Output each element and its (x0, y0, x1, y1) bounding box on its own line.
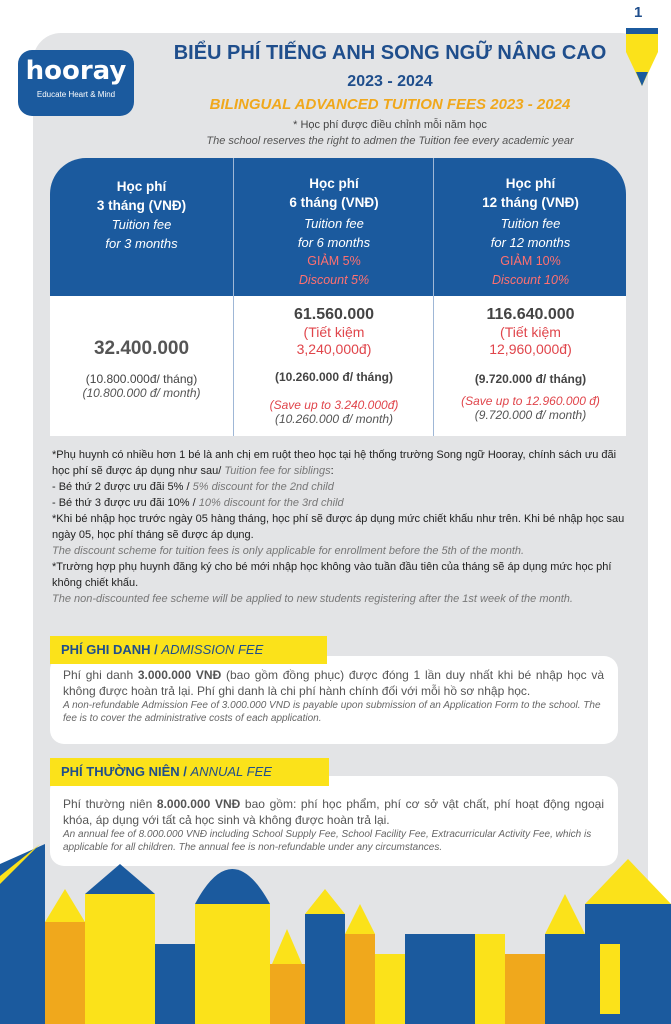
fee-monthly-en: (9.720.000 đ/ month) (474, 408, 587, 422)
fee-saving-en: (Save up to 12.960.000 đ) (461, 394, 600, 408)
third-child-vi: - Bé thứ 3 được ưu đãi 10% / (52, 497, 196, 509)
fee-column-6-months (233, 158, 434, 436)
fee-table (50, 158, 626, 436)
late-enroll-en: The non-discounted fee scheme will be applied to new students registering after the 1st week of the month. (52, 593, 573, 605)
fee-monthly: (10.260.000 đ/ tháng) (274, 370, 394, 384)
fee-monthly-en: (10.260.000 đ/ month) (274, 412, 394, 426)
late-enroll-vi: *Trường hợp phụ huynh đăng ký cho bé mới nhập học không vào tuần đầu tiên của tháng sẽ áp dụng mức học phí không chiết khấu. (52, 561, 612, 589)
fee-title-en: Tuition fee (500, 216, 561, 231)
fee-saving-amount: 12,960,000đ) (489, 341, 572, 357)
fee-title: Học phí (309, 176, 359, 191)
fee-price: 32.400.000 (93, 338, 190, 359)
fee-duration-en: for 3 months (105, 236, 178, 251)
school-year: 2023 - 2024 (347, 73, 433, 90)
admission-fee-amount: 3.000.000 VNĐ (137, 668, 222, 682)
annual-fee-text: Phí thường niên 8.000.000 VNĐ bao gồm: phí học phẩm, phí cơ sở vật chất, phí hoạt động ngoại khóa, áp dụng với tất cả học sinh và không được hoàn trả lại. (63, 797, 604, 827)
admission-fee-heading: PHÍ GHI DANH / ADMISSION FEE (50, 636, 327, 664)
page-number: 1 (634, 4, 643, 21)
fee-column-12-months (433, 158, 627, 436)
annual-fee-amount: 8.000.000 VNĐ (156, 797, 241, 811)
fee-monthly: (9.720.000 đ/ tháng) (474, 372, 587, 386)
fee-price: 116.640.000 (486, 306, 575, 323)
admission-fee-card (50, 656, 618, 744)
fee-title: Học phí (116, 179, 167, 194)
hooray-logo (18, 50, 134, 116)
logo-brand: hooray (25, 56, 127, 86)
fee-price: 61.560.000 (293, 306, 375, 323)
fee-monthly: (10.800.000đ/ tháng) (85, 372, 198, 386)
fee-duration: 12 tháng (VNĐ) (482, 195, 579, 210)
page-title-en: BILINGUAL ADVANCED TUITION FEES 2023 - 2024 (209, 96, 571, 113)
fee-title: Học phí (505, 176, 556, 191)
fee-duration-en: for 12 months (490, 235, 571, 250)
fee-discount: GIẢM 10% (500, 254, 561, 268)
early-enroll-en: The discount scheme for tuition fees is only applicable for enrollment before the 5th of the month. (52, 545, 525, 557)
fee-saving: (Tiết kiệm (303, 324, 365, 340)
sibling-policy-vi: *Phụ huynh có nhiều hơn 1 bé là anh chị em ruột theo học tại hệ thống trường Song ngữ Hooray, chính sách ưu đãi học phí sẽ được áp dụng như sau/ (52, 449, 617, 477)
admission-fee-text: Phí ghi danh 3.000.000 VNĐ (bao gồm đồng phục) được đóng 1 lần duy nhất khi bé nhập học và không được hoàn trả lại. Phí ghi danh là chi phí hành chính đối với mỗi hồ sơ nhập học. (63, 668, 604, 698)
fee-column-3-months (50, 158, 233, 436)
adjust-note-vi: * Học phí được điều chỉnh mỗi năm học (293, 119, 487, 131)
third-child-en: 10% discount for the 3rd child (198, 497, 344, 509)
logo-tagline: Educate Heart & Mind (36, 90, 116, 99)
fee-monthly-en: (10.800.000 đ/ month) (82, 386, 201, 400)
page-title: BIỂU PHÍ TIẾNG ANH SONG NGỮ NÂNG CAO (173, 42, 607, 64)
second-child-en: 5% discount for the 2nd child (192, 481, 334, 493)
fee-duration: 6 tháng (VNĐ) (289, 195, 379, 210)
fee-saving-en: (Save up to 3.240.000đ) (269, 398, 399, 412)
fee-duration-en: for 6 months (297, 235, 371, 250)
sibling-policy-en: Tuition fee for siblings (224, 465, 331, 477)
fee-saving: (Tiết kiệm (500, 324, 561, 340)
fee-discount-en: Discount 10% (491, 273, 570, 287)
fee-title-en: Tuition fee (304, 216, 364, 231)
fee-policy: *Phụ huynh có nhiều hơn 1 bé là anh chị em ruột theo học tại hệ thống trường Song ngữ Hooray, chính sách ưu đãi học phí sẽ được áp dụng như sau/ Tuition fee for siblings: - Bé thứ 2 được ưu đãi 5% / 5% discount for the 2nd child - Bé thứ 3 được ưu đãi 10% / 10% discount for the 3rd child *Khi bé nhập học trước ngày 05 hàng tháng, học phí sẽ được áp dụng mức chiết khấu như trên. Khi bé nhập học sau ngày 05, học phí tháng sẽ được áp dụng. The discount scheme for tuition fees is only applicable for enrollment before the 5th of the month. *Trường hợp phụ huynh đăng ký cho bé mới nhập học không vào tuần đầu tiên của tháng sẽ áp dụng mức học phí không chiết khấu. The non-discounted fee scheme will be applied to new students registering after the 1st week of the month. (52, 447, 632, 607)
fee-title-en: Tuition fee (111, 217, 172, 232)
castle-illustration (0, 844, 671, 1024)
fee-duration: 3 tháng (VNĐ) (96, 198, 187, 213)
admission-fee-text-en: A non-refundable Admission Fee of 3.000.000 VND is payable upon submission of an Application Form to the school. The fee is to cover the administrative costs of each application. (63, 700, 601, 724)
adjust-note-en: The school reserves the right to admen the Tuition fee every academic year (206, 135, 574, 147)
fee-discount: GIẢM 5% (307, 254, 361, 268)
annual-fee-text-en: An annual fee of 8.000.000 VNĐ including School Supply Fee, School Facility Fee, Extracurricular Activity Fee, which is applicable for all children. The annual fee is non-refundable under any circumstances. (63, 829, 592, 853)
second-child-vi: - Bé thứ 2 được ưu đãi 5% / (52, 481, 190, 493)
annual-fee-heading: PHÍ THƯỜNG NIÊN / ANNUAL FEE (50, 758, 329, 786)
early-enroll-vi: *Khi bé nhập học trước ngày 05 hàng tháng, học phí sẽ được áp dụng mức chiết khấu như trên. Khi bé nhập học sau ngày 05, học phí tháng sẽ được áp dụng. (52, 513, 625, 541)
fee-saving-amount: 3,240,000đ) (296, 341, 372, 357)
fee-discount-en: Discount 5% (298, 273, 370, 287)
